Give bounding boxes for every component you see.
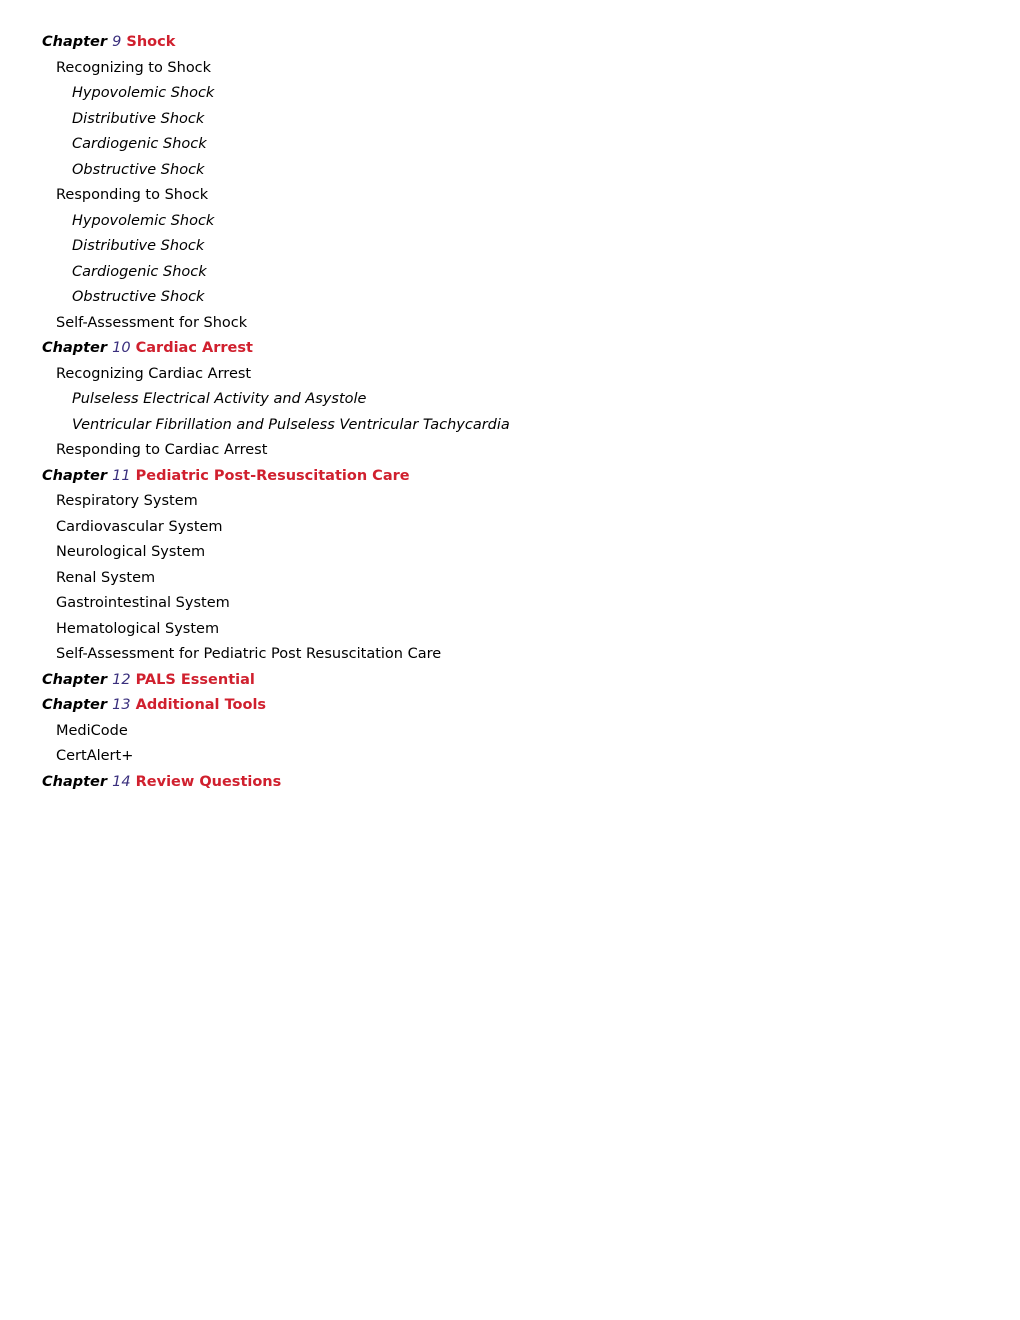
chapter-title: Shock [126,34,176,50]
chapter-title: Cardiac Arrest [135,340,253,356]
toc-subsection[interactable]: Cardiogenic Shock [72,263,207,280]
toc-section[interactable]: Renal System [56,569,156,586]
chapter-heading[interactable] [42,772,1002,798]
chapter-label: Chapter [42,467,108,484]
chapter-number: 13 [112,697,131,713]
toc-subsection[interactable]: Distributive Shock [72,238,205,254]
chapter-heading[interactable] [42,338,1002,364]
toc-section[interactable]: Self-Assessment for Pediatric Post Resuscitation Care [56,646,442,662]
chapter-number: 14 [112,773,131,790]
chapter-heading[interactable] [42,670,1002,696]
toc-section[interactable]: Hematological System [56,620,220,637]
chapter-title: PALS Essential [135,671,255,688]
chapter-label: Chapter [42,773,108,790]
toc-section[interactable]: Cardiovascular System [56,518,223,535]
chapter-label: Chapter [42,671,108,688]
chapter-heading[interactable] [42,466,1002,492]
toc-subsection[interactable]: Cardiogenic Shock [72,136,207,152]
toc-subsection[interactable]: Distributive Shock [72,110,205,127]
toc-subsection[interactable]: Hypovolemic Shock [72,85,215,101]
toc-section[interactable]: CertAlert+ [56,748,134,764]
chapter-number: 9 [112,34,122,50]
table-of-contents [42,32,1002,797]
toc-section[interactable]: Respiratory System [56,493,198,509]
chapter-number: 12 [112,671,131,688]
chapter-heading[interactable] [42,32,1002,58]
chapter-title: Review Questions [135,773,282,790]
chapter-title: Additional Tools [135,697,267,713]
chapter-label: Chapter [42,697,108,713]
toc-section[interactable]: Gastrointestinal System [56,595,230,611]
chapter-label: Chapter [42,340,108,356]
toc-section[interactable]: Recognizing Cardiac Arrest [56,365,252,382]
toc-section[interactable]: Neurological System [56,544,206,560]
toc-subsection[interactable]: Obstructive Shock [72,161,205,178]
toc-subsection[interactable]: Obstructive Shock [72,289,205,305]
toc-section[interactable]: Responding to Shock [56,187,209,203]
toc-section[interactable]: Self-Assessment for Shock [56,314,248,331]
toc-section[interactable]: MediCode [56,722,128,739]
toc-subsection[interactable]: Ventricular Fibrillation and Pulseless Ventricular Tachycardia [72,416,510,433]
chapter-label: Chapter [42,34,108,50]
chapter-title: Pediatric Post-Resuscitation Care [135,467,410,484]
chapter-number: 11 [112,467,131,484]
toc-subsection[interactable]: Pulseless Electrical Activity and Asystole [72,391,367,407]
chapter-heading[interactable] [42,695,1002,721]
toc-section[interactable]: Responding to Cardiac Arrest [56,442,268,458]
toc-section[interactable]: Recognizing to Shock [56,59,212,76]
toc-subsection[interactable]: Hypovolemic Shock [72,212,215,229]
chapter-number: 10 [112,340,131,356]
